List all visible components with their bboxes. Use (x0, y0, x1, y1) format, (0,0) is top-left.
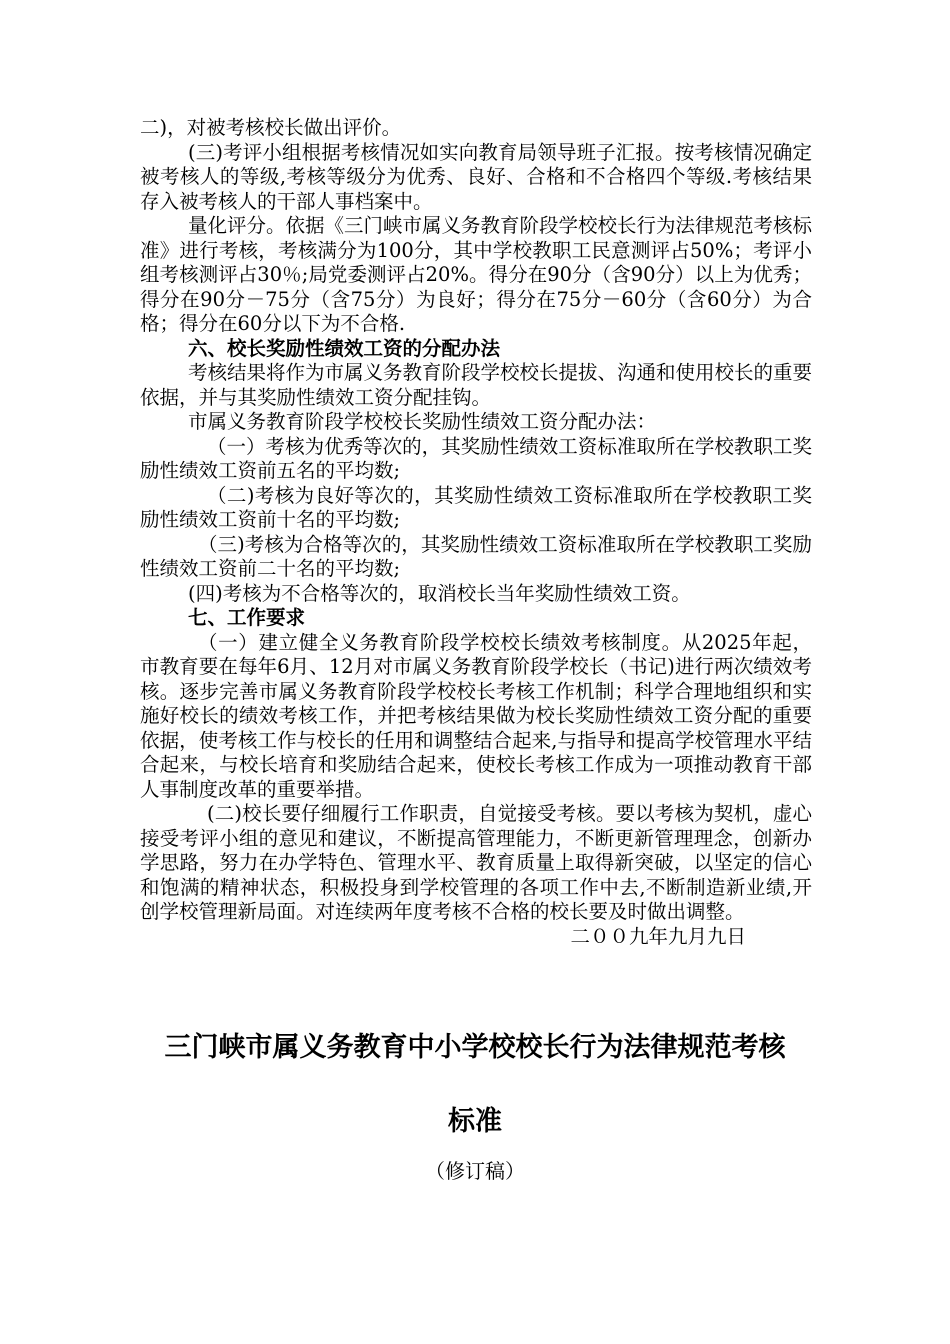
paragraph-pass: （三)考核为合格等次的，其奖励性绩效工资标准取所在学校教职工奖励性绩效工资前二十名的平均数; (140, 532, 812, 580)
paragraph-distribution-intro: 市属义务教育阶段学校校长奖励性绩效工资分配办法： (188, 410, 657, 433)
document-title-line1: 三门峡市属义务教育中小学校校长行为法律规范考核 (164, 1032, 786, 1063)
section-heading-7: 七、工作要求 (188, 606, 306, 629)
paragraph-excellent: （一）考核为优秀等次的，其奖励性绩效工资标准取所在学校教职工奖励性绩效工资前五名的平均数; (140, 434, 812, 482)
document-body (140, 116, 812, 949)
paragraph-results-usage: 考核结果将作为市属义务教育阶段学校校长提拔、沟通和使用校长的重要依据，并与其奖励性绩效工资分配挂钩。 (140, 361, 813, 409)
paragraph-requirement-2: (二)校长要仔细履行工作职责，自觉接受考核。要以考核为契机，虚心接受考评小组的意见和建议，不断提高管理能力，不断更新管理理念，创新办学思路，努力在办学特色、管理水平、教育质量上取得新突破，以坚定的信心和饱满的精神状态，积极投身到学校管理的各项工作中去,不断制造新业绩,开创学校管理新局面。对连续两年度考核不合格的校长要及时做出调整。 (140, 802, 812, 923)
paragraph-fail: (四)考核为不合格等次的，取消校长当年奖励性绩效工资。 (188, 581, 691, 605)
paragraph-good: （二)考核为良好等次的，其奖励性绩效工资标准取所在学校教职工奖励性绩效工资前十名的平均数; (140, 483, 812, 531)
paragraph-report: (三)考评小组根据考核情况如实向教育局领导班子汇报。按考核情况确定被考核人的等级,考核等级分为优秀、良好、合格和不合格四个等级.考核结果存入被考核人的干部人事档案中。 (140, 140, 812, 213)
section-heading-6: 六、校长奖励性绩效工资的分配办法 (188, 336, 501, 360)
document-title-line2: 标准 (448, 1106, 502, 1137)
paragraph-requirement-1: （一）建立健全义务教育阶段学校校长绩效考核制度。从2025年起，市教育要在每年6月、12月对市属义务教育阶段学校长（书记)进行两次绩效考核。逐步完善市属义务教育阶段学校校长考核工作机制；科学合理地组织和实施好校长的绩效考核工作，并把考核结果做为校长奖励性绩效工资分配的重要依据，使考核工作与校长的任用和调整结合起来,与指导和提高学校管理水平结合起来，与校长培育和奖励结合起来，使校长考核工作成为一项推动教育干部人事制度改革的重要举措。 (140, 630, 812, 801)
paragraph-scoring: 量化评分。依据《三门峡市属义务教育阶段学校校长行为法律规范考核标准》进行考核，考核满分为100分，其中学校教职工民意测评占50%；考评小组考核测评占30％;局党委测评占20%。得分在90分（含90分）以上为优秀；得分在90分－75分（含75分）为良好；得分在75分－60分（含60分）为合格；得分在60分以下为不合格. (140, 214, 813, 335)
document-subtitle: （修订稿） (425, 1159, 525, 1183)
document-date: 二００九年九月九日 (570, 924, 746, 948)
paragraph-continuation: 二)，对被考核校长做出评价。 (140, 116, 402, 139)
